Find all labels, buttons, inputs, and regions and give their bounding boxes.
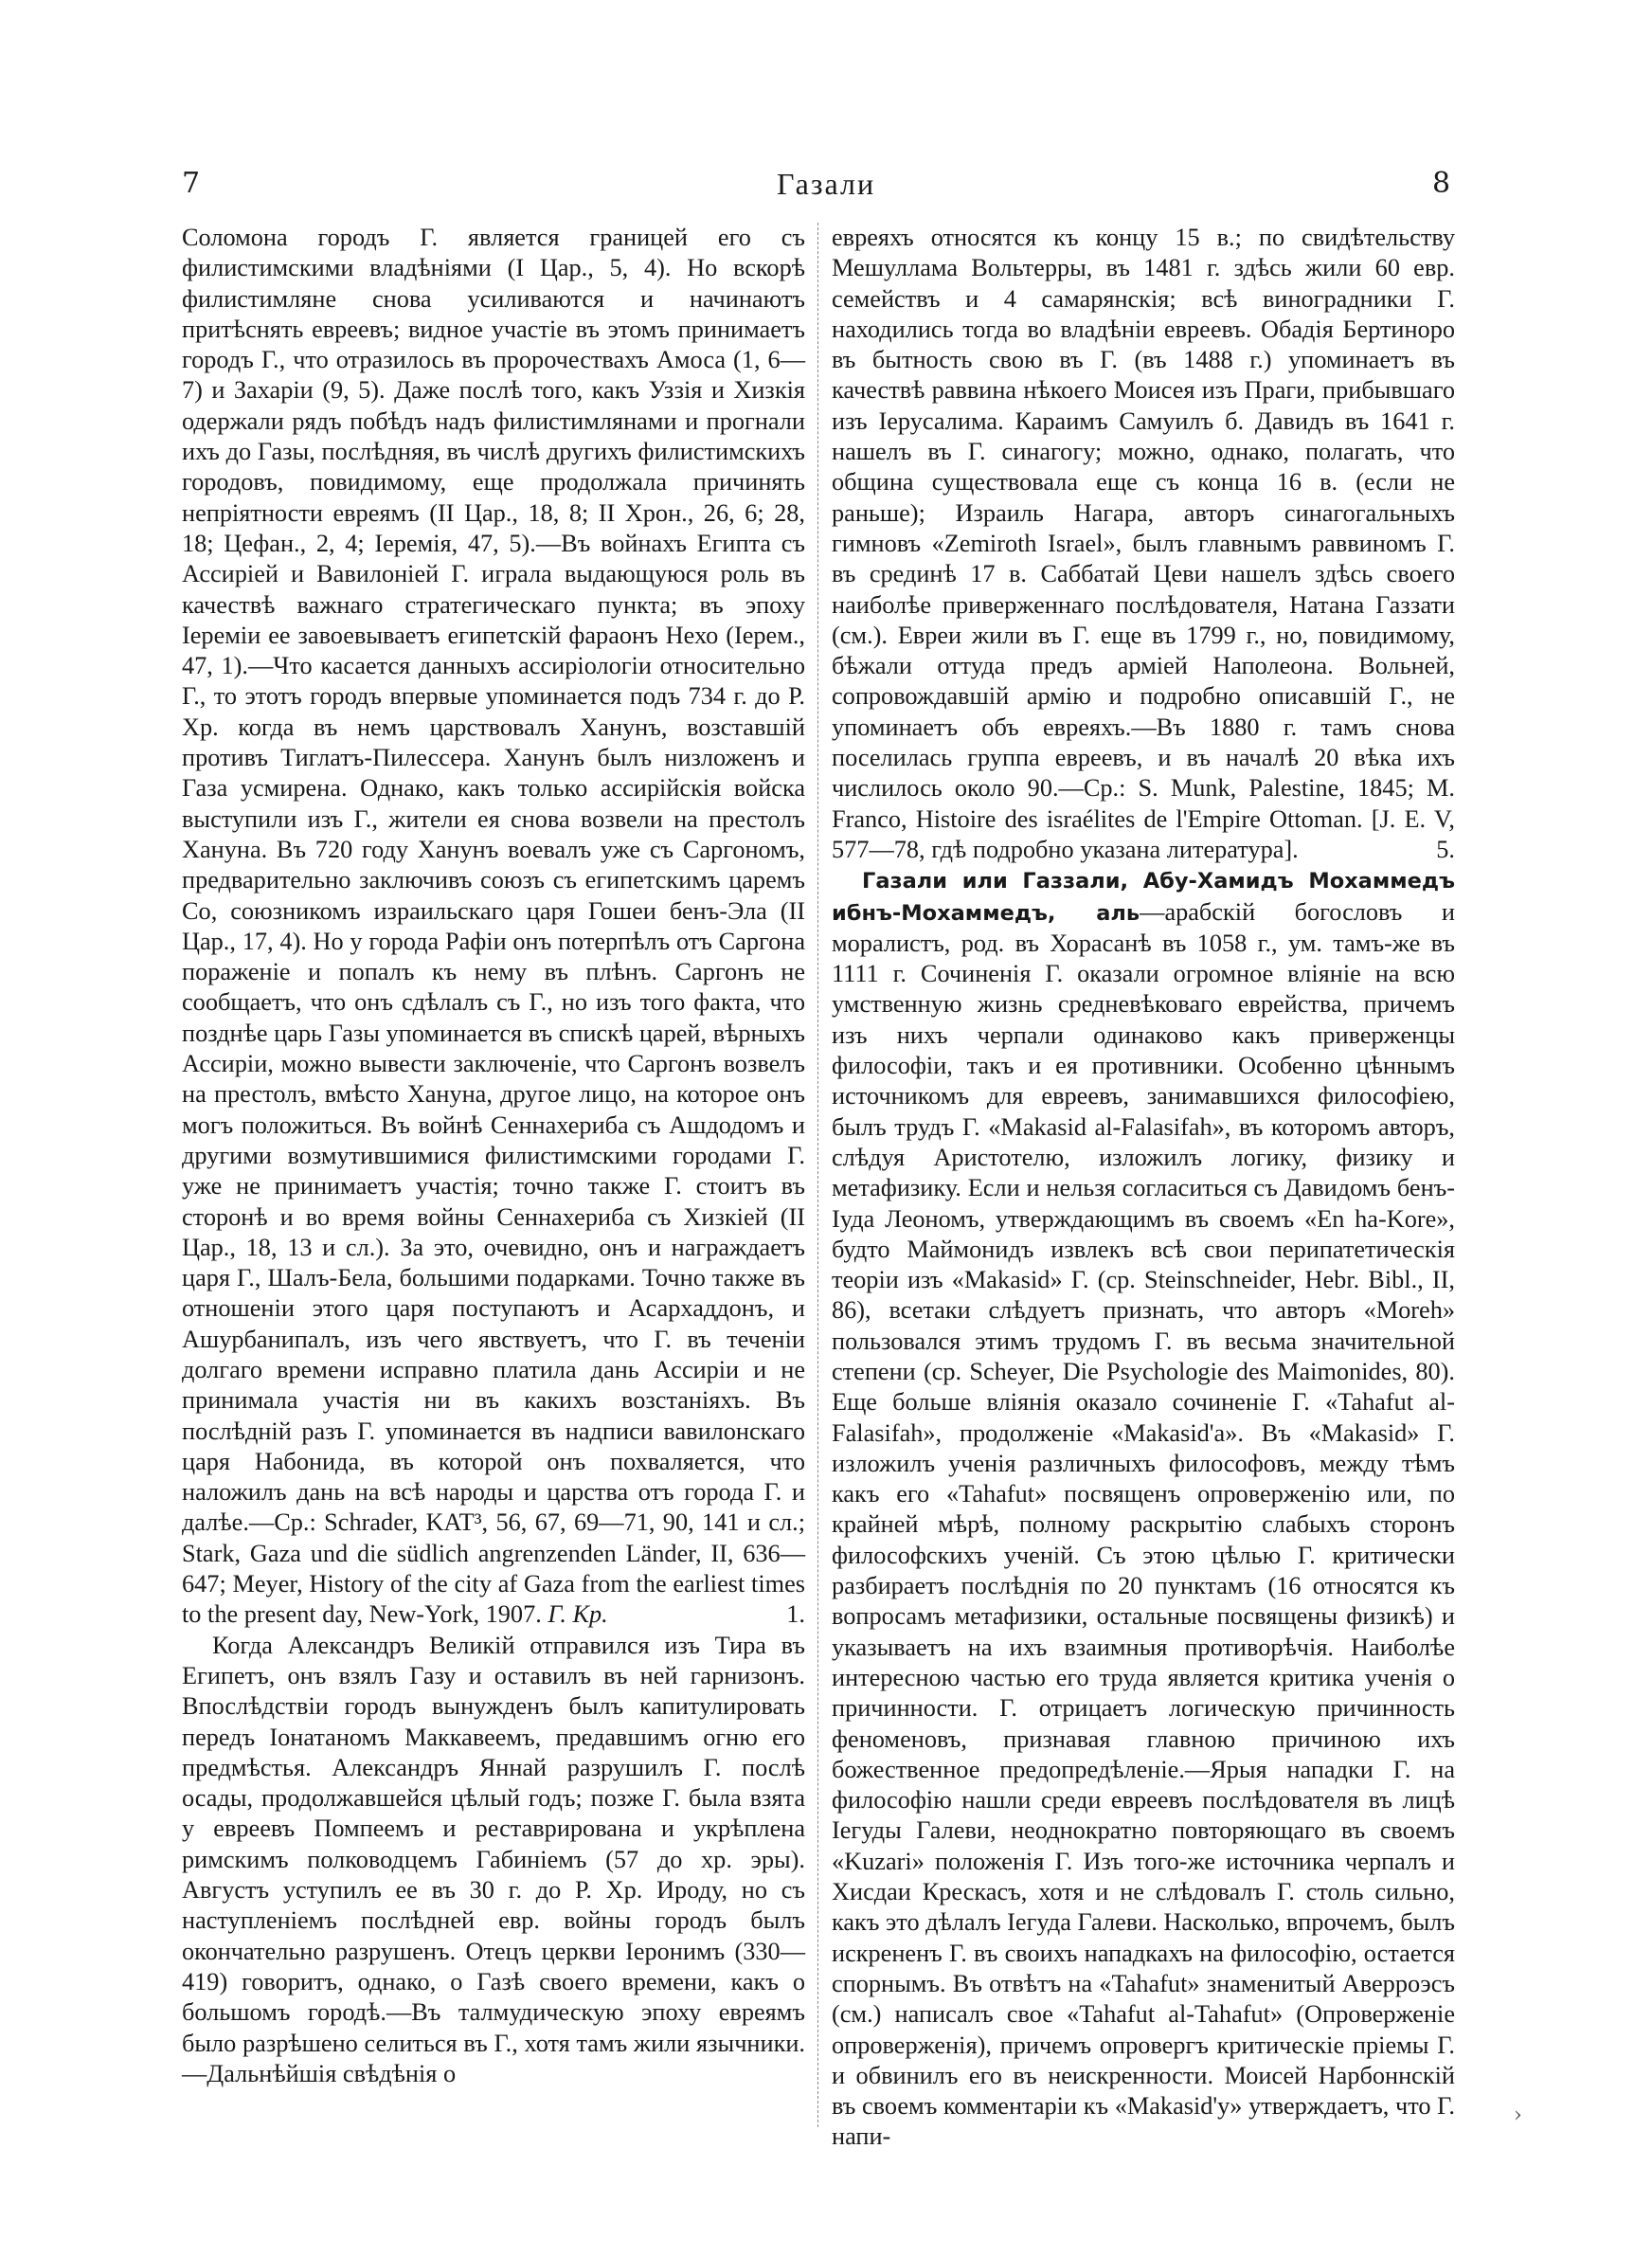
right-column <box>832 223 1455 2153</box>
section-number: 5. <box>1436 835 1455 863</box>
page-number-left: 7 <box>182 167 201 200</box>
author-signature: Г. Кр. <box>548 1600 608 1629</box>
left-paragraph-1 <box>182 223 805 1631</box>
entry-text: —арабскій богословъ и моралистъ, род. въ Хорасанѣ въ 1058 г., ум. тамъ-же въ 1111 г. Сочиненія Г. оказали огромное вліяніе на всю умственную жизнь средневѣковаго еврейства, причемъ изъ нихъ черпали одинаково какъ приверженцы философіи, такъ и ея противники. Особенно цѣннымъ источникомъ для евреевъ, занимавшихся философіею, былъ трудъ Г. «Makasid al-Falasifah», въ которомъ авторъ, слѣдуя Аристотелю, изложилъ логику, физику и метафизику. Если и нельзя согласиться съ Давидомъ бенъ-Іуда Леономъ, утверждающимъ въ своемъ «En ha-Kore», будто Маймонидъ извлекъ всѣ свои перипатетическія теоріи изъ «Makasid» Г. (ср. Steinschneider, Hebr. Bibl., II, 86), всетаки слѣдуетъ признать, что авторъ «Moreh» пользовался этимъ трудомъ Г. въ весьма значительной степени (ср. Scheyer, Die Psychologie des Maimonides, 80). Еще больше вліянія оказало сочиненіе Г. «Tahafut al-Falasifah», продолженіе «Makasid'a». Въ «Makasid» Г. изложилъ ученія различныхъ философовъ, между тѣмъ какъ его «Tahafut» посвященъ опроверженію или, по крайней мѣрѣ, полному раскрытію слабыхъ сторонъ философскихъ ученій. Съ этою цѣлью Г. критически разбираетъ послѣднія по 20 пунктамъ (16 относятся къ вопросамъ метафизики, остальные посвящены физикѣ) и указываетъ на ихъ взаимныя противорѣчія. Наиболѣе интересною частью его труда является критика ученія о причинности. Г. отрицаетъ логическую причинность феноменовъ, признавая главною причиною ихъ божественное предопредѣленіе.—Ярыя нападки Г. на философію нашли среди евреевъ послѣдователя въ лицѣ Іегуды Галеви, неоднократно повторяющаго въ своемъ «Kuzari» положенія Г. Изъ того-же источника черпалъ и Хисдаи Крескасъ, хотя и не слѣдовалъ Г. столь сильно, какъ это дѣлалъ Іегуда Галеви. Насколько, впрочемъ, былъ искрененъ Г. въ своихъ нападкахъ на философію, остается спорнымъ. Въ отвѣтъ на «Tahafut» знаменитый Аверроэсъ (см.) написалъ свое «Tahafut al-Tahafut» (Опроверженіе опроверженія), причемъ опровергъ критическіе пріемы Г. и обвинилъ его въ неискренности. Моисей Нарбоннскій въ своемъ комментаріи къ «Makasid'y» утверждаетъ, что Г. напи- <box>832 897 1455 2151</box>
right-paragraph-1-text: евреяхъ относятся къ концу 15 в.; по свидѣтельству Мешуллама Вольтерры, въ 1481 г. здѣсь жили 60 евр. семействъ и 4 самарянскія; всѣ виноградники Г. находились тогда во владѣніи евреевъ. Обадія Бертиноро въ бытность свою въ Г. (въ 1488 г.) упоминаетъ въ качествѣ раввина нѣкоего Моисея изъ Праги, прибывшаго изъ Іерусалима. Караимъ Самуилъ б. Давидъ въ 1641 г. нашелъ въ Г. синагогу; можно, однако, полагать, что община существовала еще съ конца 16 в. (если не раньше); Израиль Нагара, авторъ синагогальныхъ гимновъ «Zemiroth Israel», былъ главнымъ раввиномъ Г. въ срединѣ 17 в. Саббатай Цеви нашелъ здѣсь своего наиболѣе приверженнаго послѣдователя, Натана Газзати (см.). Евреи жили въ Г. еще въ 1799 г., но, повидимому, бѣжали оттуда предъ арміей Наполеона. Вольней, сопровождавшій армію и подробно описавшій Г., не упоминаетъ объ евреяхъ.—Въ 1880 г. тамъ снова поселилась группа евреевъ, и въ началѣ 20 вѣка ихъ числилось около 90.—Ср.: S. Munk, Palestine, 1845; M. Franco, Histoire des israélites de l'Empire Ottoman. [J. E. V, 577—78, гдѣ подробно указана литература]. <box>832 224 1455 863</box>
page-number-right: 8 <box>1432 167 1451 200</box>
page-title: Газали <box>776 167 876 201</box>
entry-paragraph <box>832 865 1455 2152</box>
margin-mark: › <box>1514 2104 1522 2127</box>
left-column <box>182 223 805 2089</box>
right-paragraph-1 <box>832 223 1455 865</box>
column-divider <box>817 223 818 2127</box>
left-paragraph-1-text: Соломона городъ Г. является границей его съ филистимскими владѣніями (I Цар., 5, 4). Но вскорѣ филистимляне снова усиливаются и начинаютъ притѣснять евреевъ; видное участіе въ этомъ принимаетъ городъ Г., что отразилось въ пророчествахъ Амоса (1, 6—7) и Захаріи (9, 5). Даже послѣ того, какъ Уззія и Хизкія одержали рядъ побѣдъ надъ филистимлянами и прогнали ихъ до Газы, послѣдняя, въ числѣ другихъ филистимскихъ городовъ, повидимому, еще продолжала причинять непріятности евреямъ (II Цар., 18, 8; II Хрон., 26, 6; 28, 18; Цефан., 2, 4; Іеремія, 47, 5).—Въ войнахъ Египта съ Ассиріей и Вавилоніей Г. играла выдающуюся роль въ качествѣ важнаго стратегическаго пункта; въ эпоху Іереміи ее завоевываетъ египетскій фараонъ Нехо (Іерем., 47, 1).—Что касается данныхъ ассиріологіи относительно Г., то этотъ городъ впервые упоминается подъ 734 г. до Р. Хр. когда въ немъ царствовалъ Ханунъ, возставшій противъ Тиглатъ-Пилессера. Ханунъ былъ низложенъ и Газа усмирена. Однако, какъ только ассирійскія войска выступили изъ Г., жители ея снова возвели на престолъ Хануна. Въ 720 году Ханунъ воевалъ уже съ Саргономъ, предварительно заключивъ союзъ съ египетскимъ царемъ Со, союзникомъ израильскаго царя Гошеи бенъ-Эла (II Цар., 17, 4). Но у города Рафіи онъ потерпѣлъ отъ Саргона пораженіе и попалъ къ нему въ плѣнъ. Саргонъ не сообщаетъ, что онъ сдѣлалъ съ Г., но изъ того факта, что позднѣе царь Газы упоминается въ спискѣ царей, вѣрныхъ Ассиріи, можно вывести заключеніе, что Саргонъ возвелъ на престолъ, вмѣсто Хануна, другое лицо, на которое онъ могъ положиться. Въ войнѣ Сеннахериба съ Ашдодомъ и другими возмутившимися филистимскими городами Г. уже не принимаетъ участія; точно также Г. стоитъ въ сторонѣ и во время войны Сеннахериба съ Хизкіей (II Цар., 18, 13 и сл.). За это, очевидно, онъ и награждаетъ царя Г., Шалъ-Бела, большими подарками. Точно также въ отношеніи этого царя поступаютъ и Асархаддонъ, и Ашурбанипалъ, изъ чего явствуетъ, что Г. въ теченіи долгаго времени исправно платила дань Ассиріи и не принимала участія ни въ какихъ возстаніяхъ. Въ послѣдній разъ Г. упоминается въ надписи вавилонскаго царя Набонида, въ которой онъ похваляется, что наложилъ дань на всѣ народы и царства отъ города Г. и далѣе.—Ср.: Schrader, KAT³, 56, 67, 69—71, 90, 141 и сл.; Stark, Gaza und die südlich angrenzenden Länder, II, 636—647; Meyer, History of the city af Gaza from the earliest times to the present day, New-York, 1907. <box>182 224 805 1629</box>
left-paragraph-2: Когда Александръ Великій отправился изъ Тира въ Египетъ, онъ взялъ Газу и оставилъ въ ней гарнизонъ. Впослѣдствіи городъ вынужденъ былъ капитулировать передъ Іонатаномъ Маккавеемъ, предавшимъ огню его предмѣстья. Александръ Яннай разрушилъ Г. послѣ осады, продолжавшейся цѣлый годъ; позже Г. была взята у евреевъ Помпеемъ и реставрирована и укрѣплена римскимъ полководцемъ Габиніемъ (57 до хр. эры). Августъ уступилъ ее въ 30 г. до Р. Хр. Ироду, но съ наступленіемъ послѣдней евр. войны городъ былъ окончательно разрушенъ. Отецъ церкви Іеронимъ (330—419) говоритъ, однако, о Газѣ своего времени, какъ о большомъ городѣ.—Въ талмудическую эпоху евреямъ было разрѣшено селиться въ Г., хотя тамъ жили язычники.—Дальнѣйшія свѣдѣнія о <box>182 1631 805 2087</box>
section-number: 1. <box>786 1600 805 1629</box>
entry-title: Газали или Газзали, Абу-Хамидъ Мохаммедъ ибнъ-Мохаммедъ, аль <box>832 869 1455 926</box>
